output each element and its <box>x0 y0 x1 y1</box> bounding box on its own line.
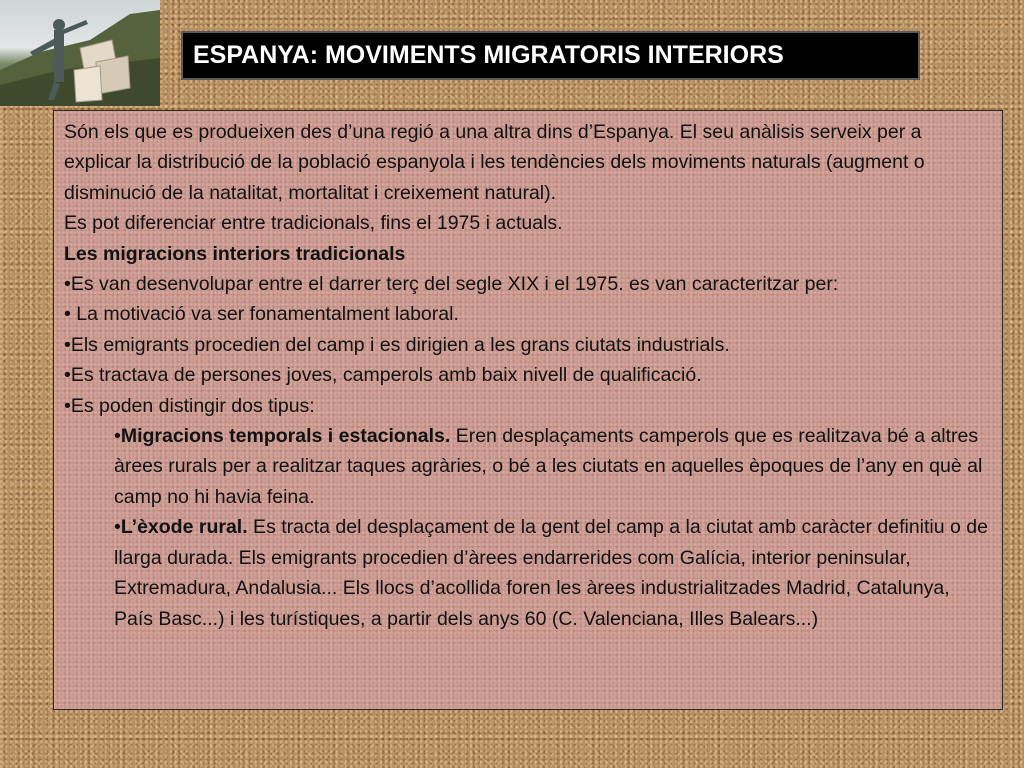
differentiate-paragraph: Es pot diferenciar entre tradicionals, fins el 1975 i actuals. <box>64 212 563 235</box>
content-panel <box>53 110 1003 710</box>
subbullet-text: Eren desplaçaments camperols que es realitzava bé a altres àrees rurals per a realitzar taques agràries, o bé a les ciutats en aquelles èpoques de l’any en què al camp no hi havia feina. <box>114 425 983 508</box>
slide-title <box>181 31 920 80</box>
bullet-item: •Els emigrants procedien del camp i es dirigien a les grans ciutats industrials. <box>64 333 730 356</box>
subbullet-heading: Migracions temporals i estacionals. <box>120 425 451 448</box>
sculpture-photo <box>0 0 160 106</box>
subbullet-heading: L’èxode rural. <box>120 516 248 539</box>
slide-title-text: ESPANYA: MOVIMENTS MIGRATORIS INTERIORS <box>193 41 784 69</box>
bullet-item: •Es van desenvolupar entre el darrer terç del segle XIX i el 1975. es van caracteritzar per: <box>64 273 839 296</box>
subbullet-item <box>64 421 992 512</box>
subbullet-text: Es tracta del desplaçament de la gent del camp a la ciutat amb caràcter definitiu o de llarga durada. Els emigrants procedien d’àrees endarrerides com Galícia, interior peninsular, Extremadura, Andalusia... Els llocs d’acollida foren les àrees industrialitzades Madrid, Catalunya, País Basc...) i les turístiques, a partir dels anys 60 (C. Valenciana, Illes Balears...) <box>114 516 988 630</box>
subbullet-marker: • <box>114 425 121 448</box>
bullet-item: •Es poden distingir dos tipus: <box>64 394 315 417</box>
bullet-item: • La motivació va ser fonamentalment laboral. <box>64 303 459 326</box>
subbullet-marker: • <box>114 516 121 539</box>
subbullet-item <box>64 512 992 634</box>
bullet-item: •Es tractava de persones joves, camperols amb baix nivell de qualificació. <box>64 364 702 387</box>
sculpture-illustration <box>0 0 160 106</box>
section-heading: Les migracions interiors tradicionals <box>64 242 406 265</box>
intro-paragraph: Són els que es produeixen des d’una regió a una altra dins d’Espanya. El seu anàlisis serveix per a explicar la distribució de la població espanyola i les tendències dels moviments naturals (augment o disminució de la natalitat, mortalitat i creixement natural). <box>64 121 925 204</box>
